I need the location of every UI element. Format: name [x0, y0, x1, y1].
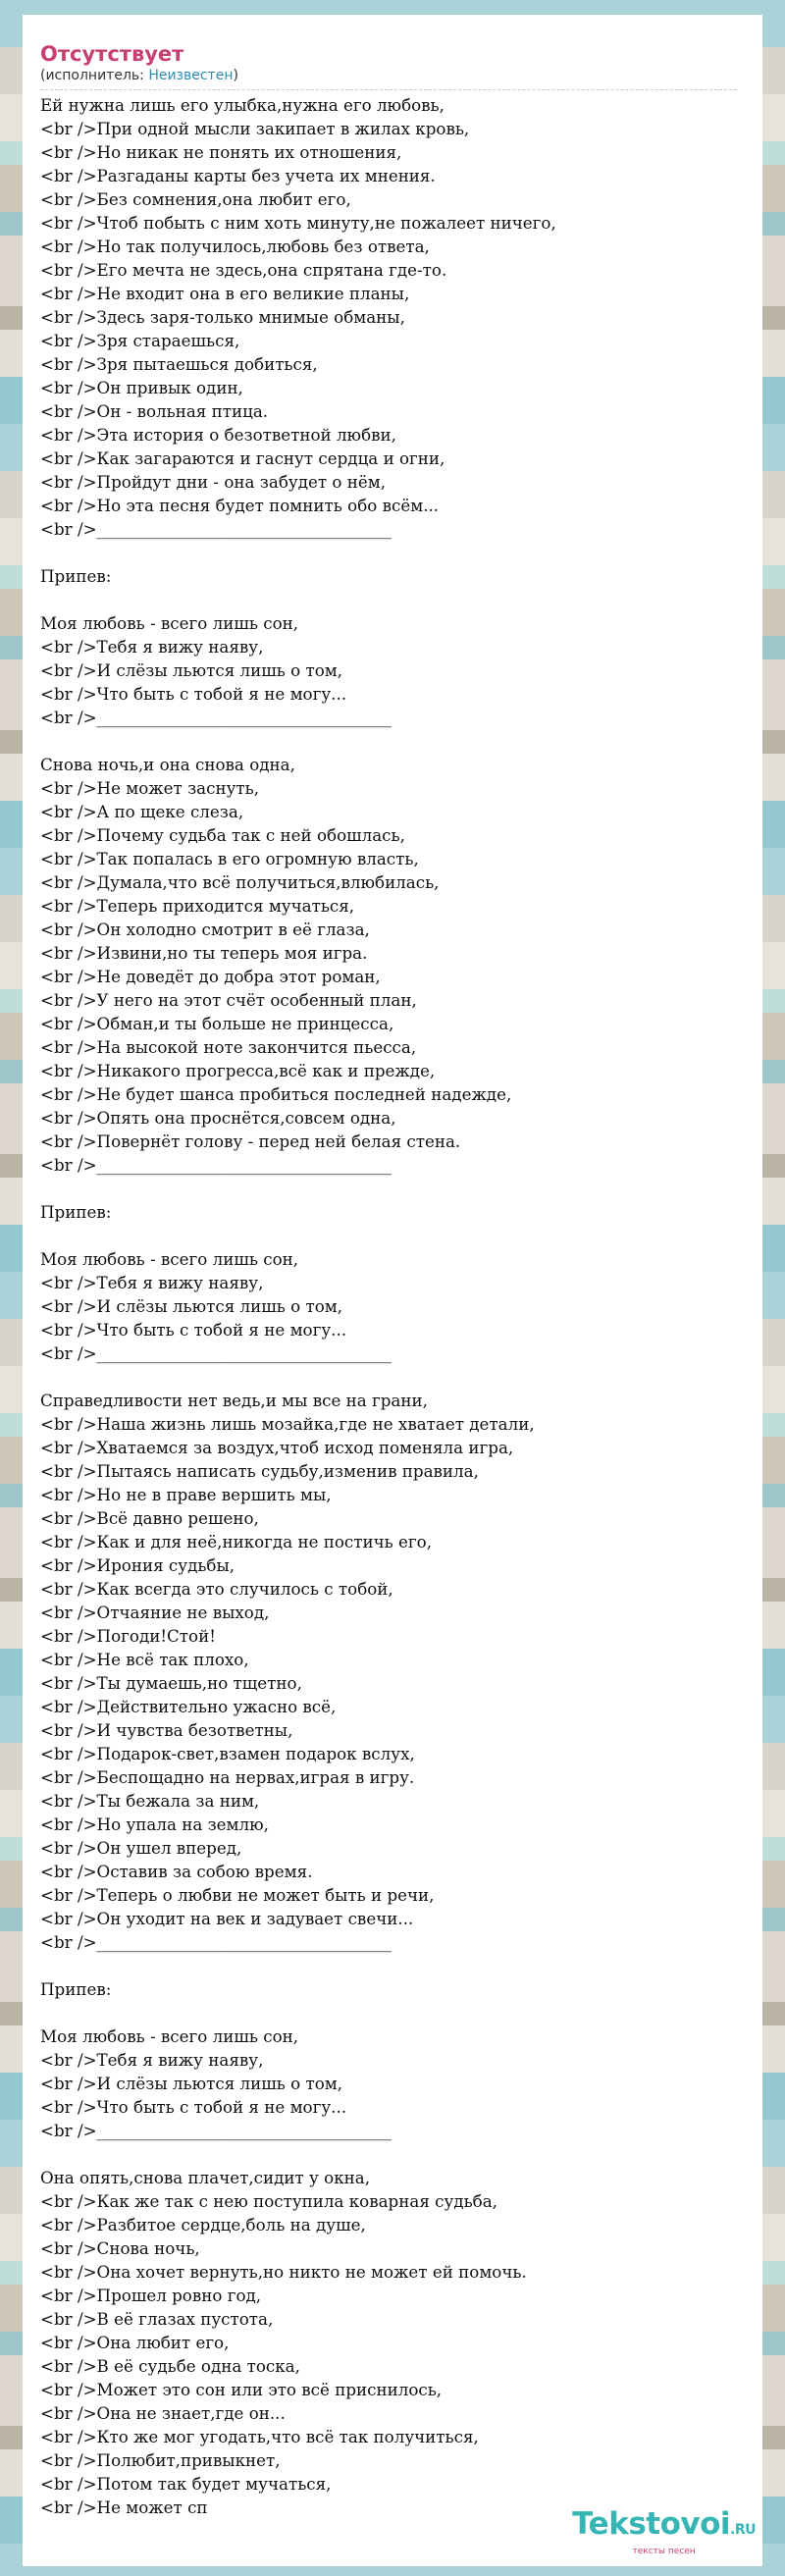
lyric-line: Она опять,снова плачет,сидит у окна,	[40, 2168, 371, 2187]
lyric-line: <br />Кто же мог угодать,что всё так получиться,	[40, 2427, 479, 2446]
lyric-line	[40, 1954, 745, 1977]
lyric-line: Припев:	[40, 566, 112, 586]
lyric-line: <br />И слёзы льются лишь о том,	[40, 2074, 343, 2093]
lyric-line: <br />В её судьбе одна тоска,	[40, 2356, 300, 2376]
lyric-line: <br />Беспощадно на нервах,играя в игру.	[40, 1767, 415, 1787]
lyric-line: <br />А по щеке слеза,	[40, 802, 244, 821]
lyric-line: <br />Почему судьба так с ней обошлась,	[40, 825, 405, 845]
lyric-line	[40, 541, 745, 564]
lyric-line: <br />____________________________________	[40, 1932, 392, 1952]
lyric-line: <br />Теперь приходится мучаться,	[40, 896, 355, 916]
lyric-line: <br />Чтоб побыть с ним хоть минуту,не пожалеет ничего,	[40, 213, 556, 233]
artist-line	[40, 67, 737, 90]
lyric-line: Ей нужна лишь его улыбка,нужна его любовь,	[40, 95, 445, 115]
lyric-line	[40, 2142, 745, 2166]
lyric-line: <br />Так попалась в его огромную власть,	[40, 849, 419, 868]
lyrics-text	[40, 93, 745, 2519]
lyric-line: <br />Никакого прогресса,всё как и прежде,	[40, 1061, 436, 1080]
lyric-line: <br />____________________________________	[40, 1343, 392, 1363]
lyric-line: <br />Может это сон или это всё приснилось,	[40, 2380, 443, 2399]
lyric-line: <br />Действительно ужасно всё,	[40, 1697, 337, 1716]
lyric-line: <br />Он уходит на век и задувает свечи...	[40, 1909, 414, 1928]
lyric-line: <br />Тебя я вижу наяву,	[40, 637, 264, 657]
lyric-line: Моя любовь - всего лишь сон,	[40, 613, 299, 633]
lyric-line: <br />Как загараются и гаснут сердца и огни,	[40, 448, 445, 468]
lyric-line: <br />Не всё так плохо,	[40, 1650, 249, 1669]
lyric-line: <br />Ты думаешь,но тщетно,	[40, 1673, 302, 1693]
lyric-line	[40, 729, 745, 753]
lyric-line	[40, 1365, 745, 1389]
lyric-line: <br />Оставив за собою время.	[40, 1862, 313, 1881]
lyric-line: <br />Подарок-свет,взамен подарок вслух,	[40, 1744, 415, 1763]
site-logo[interactable]	[572, 2507, 756, 2556]
lyric-line: <br />Он привык один,	[40, 378, 243, 397]
lyric-line: <br />Тебя я вижу наяву,	[40, 2050, 264, 2070]
lyric-line: Справедливости нет ведь,и мы все на грани,	[40, 1391, 428, 1410]
lyric-line: <br />Теперь о любви не может быть и речи,	[40, 1885, 435, 1905]
lyric-line: <br />Он ушел вперед,	[40, 1838, 242, 1858]
lyric-line: <br />Что быть с тобой я не могу...	[40, 2097, 347, 2117]
lyric-line: <br />Он - вольная птица.	[40, 401, 269, 421]
lyric-line: <br />Пытаясь написать судьбу,изменив правила,	[40, 1461, 479, 1481]
lyric-line: <br />Тебя я вижу наяву,	[40, 1273, 264, 1292]
lyric-line: <br />Погоди!Стой!	[40, 1626, 216, 1646]
lyric-line: Снова ночь,и она снова одна,	[40, 755, 295, 774]
lyric-line: <br />Разгаданы карты без учета их мнения.	[40, 166, 436, 185]
lyric-line: <br />Эта история о безответной любви,	[40, 425, 396, 445]
lyric-line: <br />У него на этот счёт особенный план,	[40, 990, 417, 1010]
lyric-line: <br />Не доведёт до добра этот роман,	[40, 967, 381, 986]
lyric-line: <br />И чувства безответны,	[40, 1720, 293, 1740]
lyric-line: <br />Что быть с тобой я не могу...	[40, 684, 347, 704]
lyric-line: <br />Она не знает,где он...	[40, 2403, 286, 2423]
lyric-line: <br />В её глазах пустота,	[40, 2309, 274, 2329]
lyric-line: <br />Снова ночь,	[40, 2238, 200, 2258]
song-title: Отсутствует	[40, 42, 184, 66]
lyric-line: <br />Не может сп	[40, 2497, 208, 2517]
lyric-line: <br />____________________________________	[40, 519, 392, 539]
lyric-line: <br />Как же так с нею поступила коварная судьба,	[40, 2191, 497, 2211]
lyric-line: <br />Но никак не понять их отношения,	[40, 142, 402, 162]
logo-tagline: тексты песен	[632, 2547, 696, 2556]
lyric-line: <br />Не может заснуть,	[40, 778, 260, 798]
lyric-line: <br />И слёзы льются лишь о том,	[40, 1296, 343, 1316]
lyric-line: <br />Но упала на землю,	[40, 1814, 269, 1834]
lyric-line: <br />Не будет шанса пробиться последней надежде,	[40, 1084, 512, 1104]
lyric-line: <br />Как и для неё,никогда не постичь его,	[40, 1532, 433, 1551]
lyric-line: <br />На высокой ноте закончится пьесса,	[40, 1037, 417, 1057]
lyric-line: <br />Хватаемся за воздух,чтоб исход поменяла игра,	[40, 1438, 514, 1457]
lyric-line: Моя любовь - всего лишь сон,	[40, 1249, 299, 1269]
lyric-line: <br />Опять она проснётся,совсем одна,	[40, 1108, 396, 1128]
logo-name: Tekstovoi	[572, 2506, 731, 2542]
lyric-line: <br />Разбитое сердце,боль на душе,	[40, 2215, 366, 2234]
logo-tld: .RU	[730, 2522, 756, 2538]
lyric-line: Припев:	[40, 1979, 112, 1999]
lyric-line: <br />Но эта песня будет помнить обо всём...	[40, 496, 440, 515]
lyric-line: <br />Он холодно смотрит в её глаза,	[40, 920, 370, 939]
lyric-line: Моя любовь - всего лишь сон,	[40, 2026, 299, 2046]
lyric-line: <br />Как всегда это случилось с тобой,	[40, 1579, 393, 1599]
lyric-line: <br />____________________________________	[40, 708, 392, 727]
lyric-line: <br />Она любит его,	[40, 2333, 230, 2352]
lyric-line	[40, 1224, 745, 1247]
lyric-line: <br />Она хочет вернуть,но никто не может ей помочь.	[40, 2262, 527, 2282]
lyric-line: <br />Что быть с тобой я не могу...	[40, 1320, 347, 1340]
lyric-line: <br />Всё давно решено,	[40, 1508, 259, 1528]
lyric-line: <br />Но так получилось,любовь без ответа,	[40, 237, 430, 256]
lyric-line	[40, 1177, 745, 1200]
lyric-line: <br />Повернёт голову - перед ней белая стена.	[40, 1131, 461, 1151]
lyric-line: <br />Наша жизнь лишь мозайка,где не хватает детали,	[40, 1414, 535, 1434]
lyric-line: <br />Отчаяние не выход,	[40, 1603, 270, 1622]
lyric-line: <br />____________________________________	[40, 1155, 392, 1175]
lyric-line: <br />Думала,что всё получиться,влюбилась,	[40, 872, 440, 892]
lyric-line: <br />Извини,но ты теперь моя игра.	[40, 943, 368, 963]
lyric-line: <br />Пройдут дни - она забудет о нём,	[40, 472, 387, 492]
lyric-line: <br />Обман,и ты больше не принцесса,	[40, 1014, 394, 1033]
artist-link[interactable]: Неизвестен	[148, 68, 234, 83]
lyric-line: <br />Зря стараешься,	[40, 331, 240, 350]
lyric-line: <br />Ирония судьбы,	[40, 1555, 236, 1575]
lyric-line: <br />Ты бежала за ним,	[40, 1791, 260, 1811]
lyric-line: <br />Прошел ровно год,	[40, 2286, 262, 2305]
lyric-line	[40, 2001, 745, 2024]
lyric-line: <br />Полюбит,привыкнет,	[40, 2450, 281, 2470]
artist-suffix: )	[233, 68, 238, 83]
lyric-line: <br />Его мечта не здесь,она спрятана где-то.	[40, 260, 447, 280]
lyrics-card	[23, 15, 762, 2566]
lyric-line: <br />И слёзы льются лишь о том,	[40, 660, 343, 680]
lyric-line: <br />Без сомнения,она любит его,	[40, 189, 351, 209]
lyric-line: <br />Потом так будет мучаться,	[40, 2474, 332, 2494]
logo-wordmark	[572, 2507, 756, 2547]
lyric-line: <br />Не входит она в его великие планы,	[40, 284, 410, 303]
lyric-line: <br />Но не в праве вершить мы,	[40, 1485, 332, 1504]
artist-prefix: (исполнитель:	[40, 68, 149, 83]
lyric-line: Припев:	[40, 1202, 112, 1222]
lyric-line: <br />При одной мысли закипает в жилах кровь,	[40, 119, 470, 138]
lyric-line: <br />Зря пытаешься добиться,	[40, 354, 318, 374]
lyric-line: <br />____________________________________	[40, 2121, 392, 2140]
lyric-line: <br />Здесь заря-только мнимые обманы,	[40, 307, 405, 327]
lyric-line	[40, 588, 745, 611]
